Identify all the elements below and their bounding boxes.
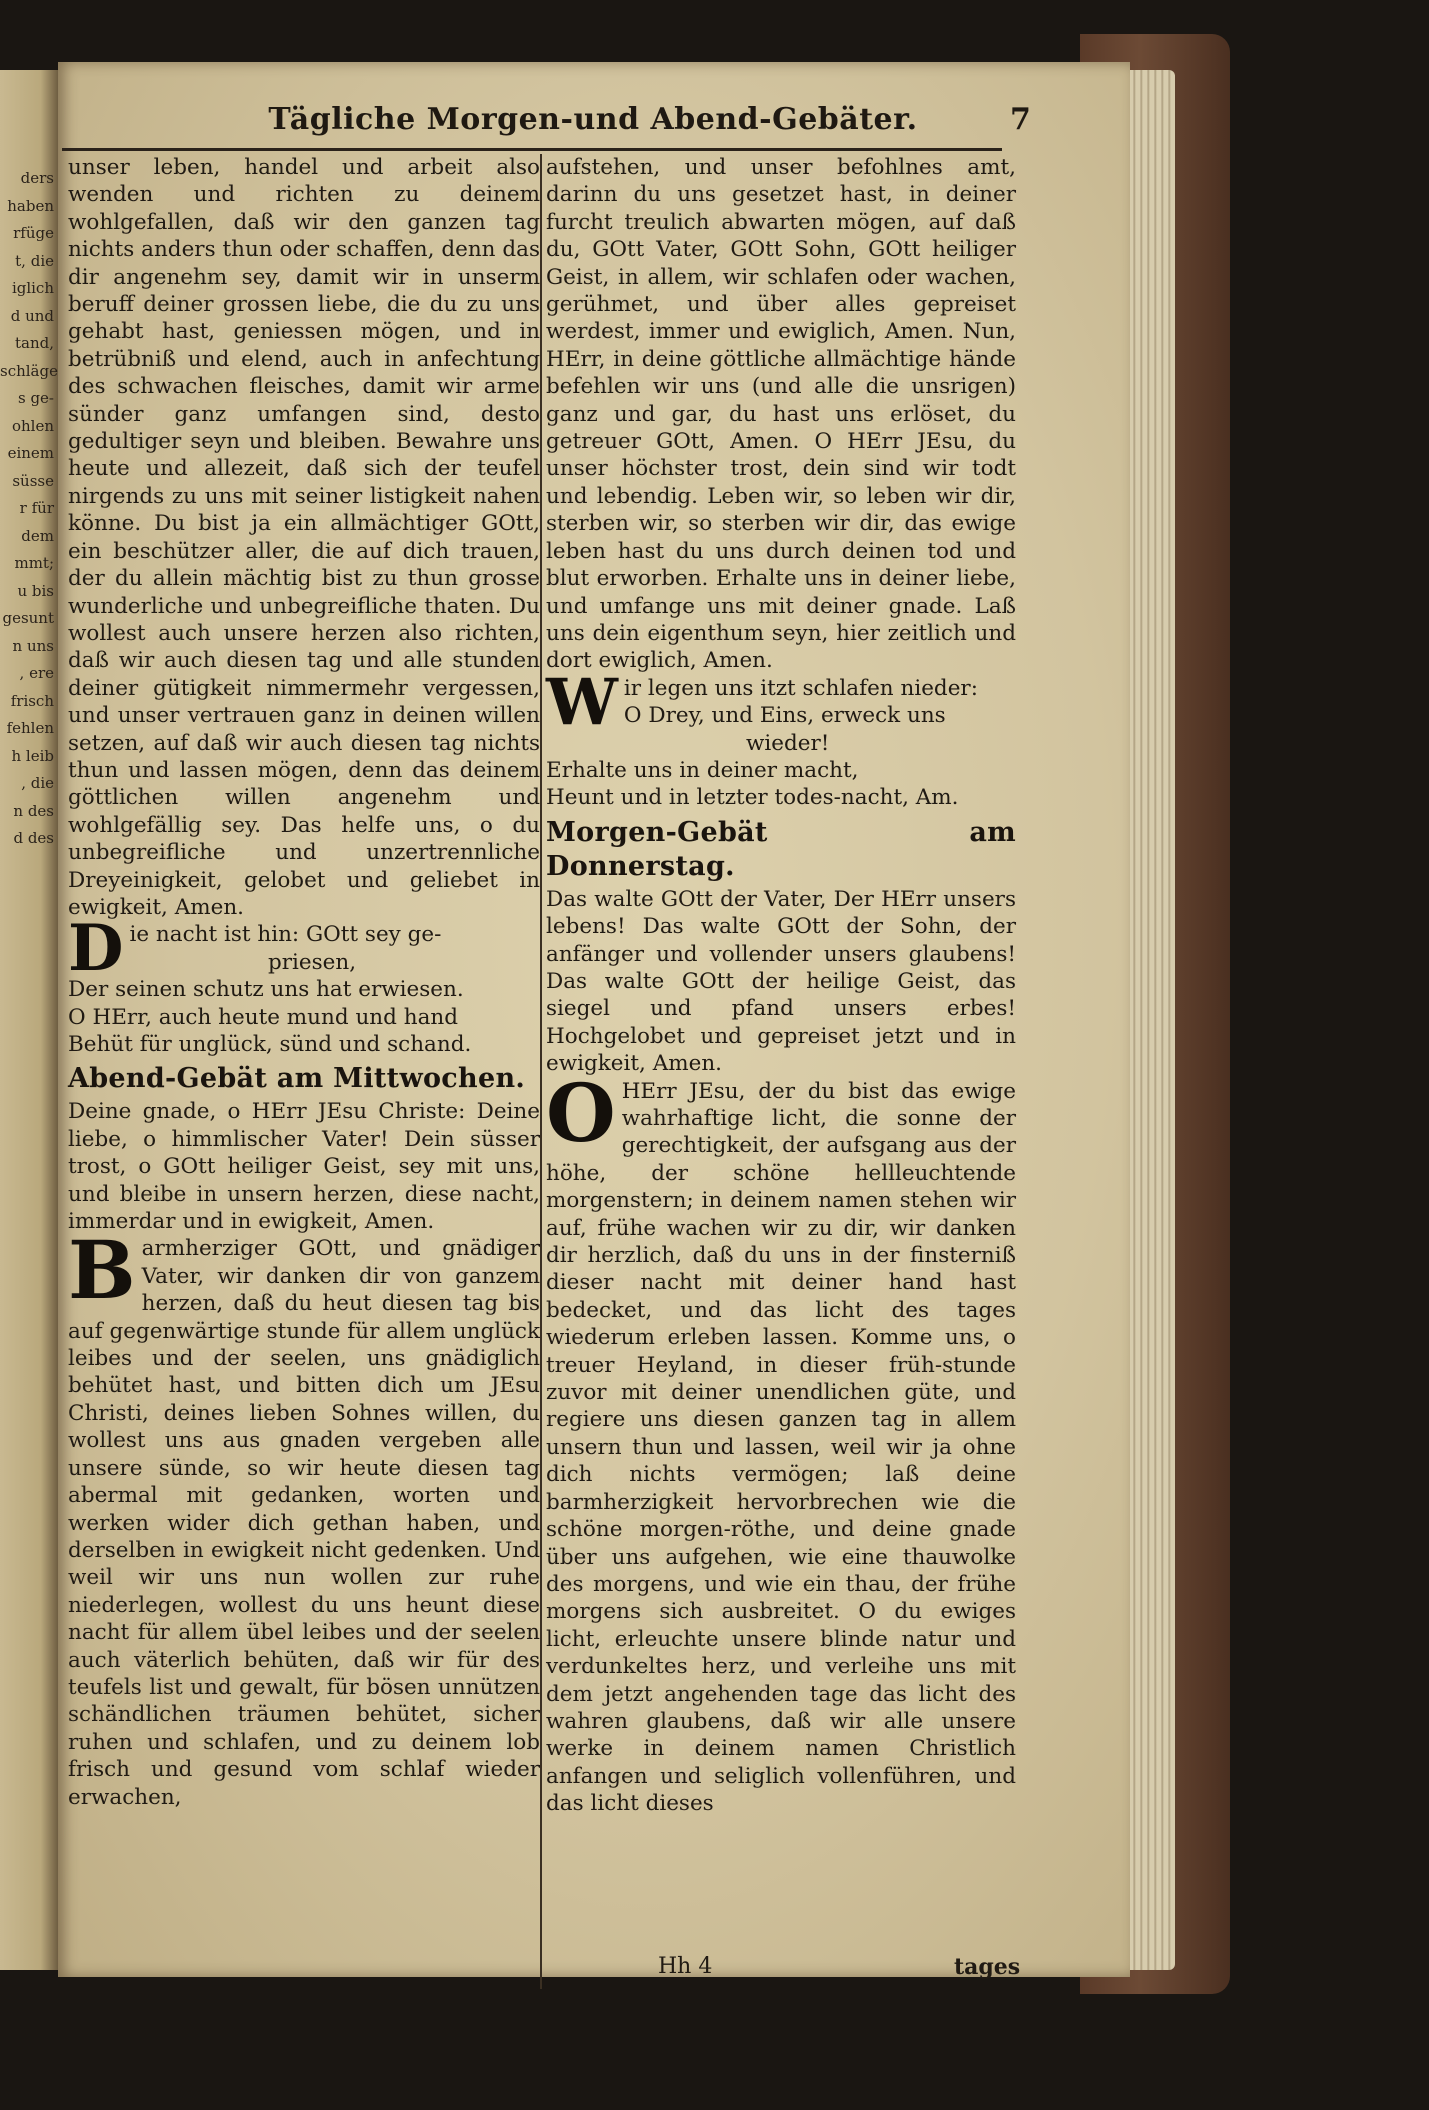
right-paragraph-3-initial: O	[546, 1065, 616, 1160]
right-verse-line-3: wieder!	[746, 730, 830, 756]
left-verse-initial: D	[68, 911, 124, 987]
catchword: tages	[954, 1954, 1021, 1980]
right-section-heading: Morgen-Gebät am Donnerstag.	[546, 816, 1016, 882]
right-paragraph-3-text: HErr JEsu, der du bist das ewige wahrhaftige licht, die sonne der gerechtigkeit, der aufsgang aus der höhe, der schöne hellleuchtende morgenstern; in deinem namen stehen wir auf, frühe wachen wir zu dir, wir danken dir herzlich, daß du uns in der finsterniß dieser nacht mit deiner hand hast bedecket, und das licht des tages wiederum erleben lassen. Komme uns, o treuer Heyland, in dieser früh-stunde zuvor mit deiner unendlichen güte, und regiere uns diesen ganzen tag in allem unsern thun und lassen, weil wir ja ohne dich nichts vermögen; laß deine barmherzigkeit hervorbrechen wie die schöne morgen-röthe, und deine gnade über uns aufgehen, wie eine thauwolke des morgens, und wie ein thau, der frühe morgens sich ausbreitet. O du ewiges licht, erleuchte unsere blinde natur und verdunkeltes herz, und verleihe uns mit dem jetzt angehenden tage das licht des wahren glaubens, daß wir alle unsere werke in deinem namen Christlich anfangen und seliglich vollenführen, und das licht dieses	[546, 1078, 1016, 1817]
right-verse-line-4: Erhalte uns in deiner macht,	[546, 757, 859, 783]
right-paragraph-1: aufstehen, und unser befohlnes amt, darinn du uns gesetzet hast, in deiner furcht treulich abwarten mögen, auf daß du, GOtt Vater, GOtt Sohn, GOtt heiliger Geist, in allem, wir schlafen oder wachen, gerühmet, und über alles gepreiset werdest, immer und ewiglich, Amen. Nun, HErr, in deine göttliche allmächtige hände befehlen wir uns (und alle die unsrigen) ganz und gar, du hast uns erlöset, du getreuer GOtt, Amen. O HErr JEsu, du unser höchster trost, dein sind wir todt und lebendig. Leben wir, so leben wir dir, sterben wir, so sterben wir dir, das ewige leben hast du uns durch deinen tod und blut erworben. Erhalte uns in deiner liebe, und umfange uns mit deiner gnade. Laß uns dein eigenthum seyn, hier zeitlich und dort ewiglich, Amen.	[546, 155, 1016, 674]
page-number: 7	[1010, 102, 1031, 137]
right-verse-line-1: ir legen uns itzt schlafen nieder:	[623, 675, 978, 701]
left-verse-line-5: Behüt für unglück, sünd und schand.	[68, 1032, 472, 1057]
left-paragraph-3	[68, 1223, 540, 1811]
running-head: Tägliche Morgen-und Abend-Gebäter.	[268, 102, 918, 137]
book-page	[58, 62, 1130, 1980]
signature-mark: Hh 4	[658, 1954, 713, 1979]
right-verse-line-5: Heunt und in letzter todes-nacht, Am.	[546, 785, 959, 811]
left-paragraph-2: Deine gnade, o HErr JEsu Christe: Deine liebe, o himmlischer Vater! Dein süsser trost, o GOtt heiliger Geist, sey mit uns, und bleibe in unsern herzen, diese nacht, immerdar und in ewigkeit, Amen.	[68, 1099, 540, 1235]
previous-page-text-fragments: ders haben rfüge t, die iglich d und tand, schläge s ge- ohlen einem süsse r für dem mmt; u bis gesunt n uns , ere frisch fehlen h leib , die n des d des	[0, 169, 58, 847]
left-verse-line-3: Der seinen schutz uns hat erwiesen.	[68, 977, 464, 1003]
left-paragraph-1: unser leben, handel und arbeit also wenden und richten zu deinem wohlgefallen, daß wir den ganzen tag nichts anders thun oder schaffen, denn das dir angenehm sey, damit wir in unserm beruff deiner grossen liebe, die du zu uns gehabt hast, geniessen mögen, und in betrübniß und elend, auch in anfechtung des schwachen fleisches, damit wir arme sünder ganz umfangen sind, desto gedultiger seyn und bleiben. Bewahre uns heute und allezeit, daß sich der teufel nirgends zu uns mit seiner listigkeit nahen könne. Du bist ja ein allmächtiger GOtt, ein beschützer aller, die auf dich trauen, der du allein mächtig bist zu thun grosse wunderliche und unbegreifliche thaten. Du wollest auch unsere herzen also richten, daß wir auch diesen tag und alle stunden deiner gütigkeit nimmermehr vergessen, und unser vertrauen ganz in deinen willen setzen, auf daß wir auch diesen tag nichts thun und lassen mögen, denn das deinem göttlichen willen angenehm und wohlgefällig sey. Das helfe uns, o du unbegreifliche und unzertrennliche Dreyeinigkeit, gelobet und geliebet in ewigkeit, Amen.	[68, 155, 540, 920]
right-verse-line-2: O Drey, und Eins, erweck uns	[623, 703, 946, 729]
header-rule	[62, 148, 1002, 151]
left-column	[68, 154, 540, 1811]
previous-page-edge	[0, 70, 58, 1970]
left-section-heading: Abend-Gebät am Mittwochen.	[68, 1063, 526, 1095]
left-verse-line-1: ie nacht ist hin: GOtt sey ge-	[129, 922, 442, 948]
right-column	[546, 154, 1016, 1818]
left-paragraph-3-text: armherziger GOtt, und gnädiger Vater, wir danken dir von ganzem herzen, daß du heut diesen tag bis auf gegenwärtige stunde für allem unglück leibes und der seelen, uns gnädiglich behütet hast, und bitten dich um JEsu Christi, deines lieben Sohnes willen, du wollest uns aus gnaden vergeben alle unsere sünde, so wir heute diesen tag abermal mit gedanken, worten und werken wider dich gethan haben, und derselben in ewigkeit nicht gedenken. Und weil wir uns nun wollen zur ruhe niederlegen, wollest du uns heunt diese nacht für allem übel leibes und der seelen auch väterlich behüten, daß wir für des teufels list und gewalt, für bösen unnützen schändlichen träumen behütet, sicher ruhen und schlafen, und zu deinem lob frisch und gesund vom schlaf wieder erwachen,	[68, 1236, 540, 1810]
left-paragraph-3-initial: B	[68, 1223, 136, 1318]
left-verse-line-4: O HErr, auch heute mund und hand	[68, 1004, 459, 1030]
left-verse	[68, 911, 540, 1058]
right-paragraph-3	[546, 1065, 1016, 1818]
left-verse-line-2: priesen,	[268, 949, 357, 975]
right-verse-initial: W	[546, 664, 618, 740]
column-divider	[540, 154, 542, 1989]
right-verse	[546, 664, 1016, 812]
right-paragraph-2: Das walte GOtt der Vater, Der HErr unsers lebens! Das walte GOtt der Sohn, der anfänger und vollender unsers glaubens! Das walte GOtt der heilige Geist, das siegel und pfand unsers erbes! Hochgelobet und gepreiset jetzt und in ewigkeit, Amen.	[546, 886, 1016, 1077]
